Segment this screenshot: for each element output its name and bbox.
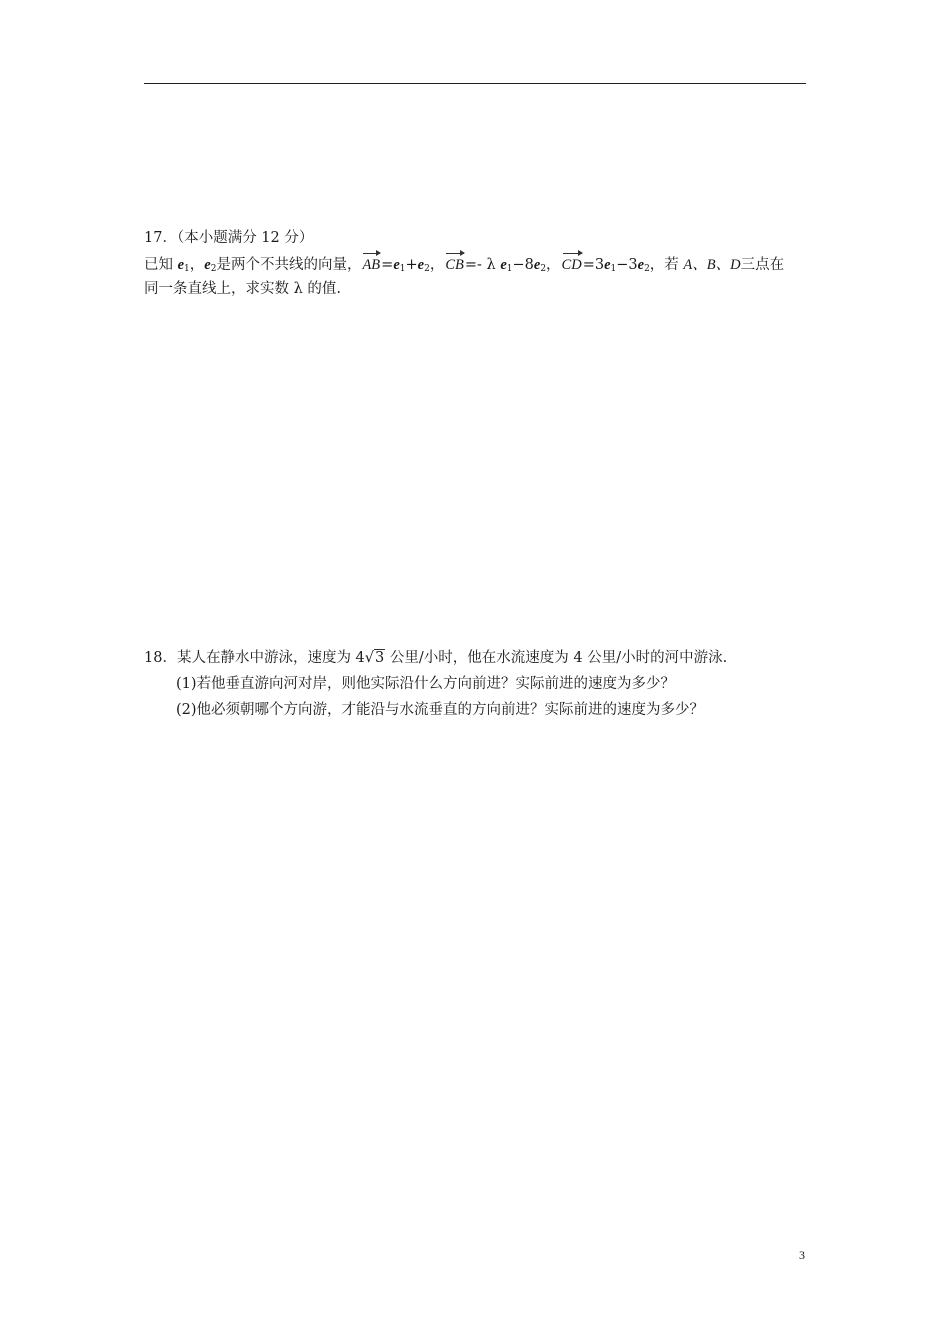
e-symbol: e (500, 257, 507, 273)
e-symbol: e (393, 257, 400, 273)
separator: ， (429, 257, 445, 273)
q18-text: 18．某人在静水中游泳，速度为 4 (144, 650, 365, 666)
separator: ， (189, 257, 205, 273)
e-symbol: e (533, 257, 541, 273)
subscript: 1 (399, 264, 406, 274)
q18-line-1 (144, 648, 727, 668)
minus-8: −8 (512, 257, 534, 273)
q17-text: ，若 (649, 257, 684, 273)
e-symbol: e (637, 257, 645, 273)
q17-line-2: 同一条直线上，求实数 λ 的值. (144, 281, 342, 297)
q17-line-1 (144, 251, 784, 279)
subscript: 2 (540, 264, 547, 274)
q18-text: 公里/小时，他在水流速度为 4 公里/小时的河中游泳. (385, 650, 728, 666)
equals-lambda: =- λ (464, 257, 501, 273)
subscript: 2 (210, 264, 217, 274)
equals: = (381, 257, 394, 273)
points-abd: A、B、D (683, 257, 741, 273)
vector-ab: AB (362, 251, 380, 275)
e-symbol: e (604, 257, 611, 273)
e-symbol: e (417, 257, 425, 273)
q17-header: 17．（本小题满分 12 分） (144, 230, 314, 246)
subscript: 1 (610, 264, 617, 274)
subscript: 2 (644, 264, 650, 274)
q17-text: 已知 (144, 257, 178, 273)
q17-text: 是两个不共线的向量， (216, 257, 362, 273)
subscript: 1 (184, 264, 190, 274)
q18-part-1: (1)若他垂直游向河对岸，则他实际沿什么方向前进？实际前进的速度为多少？ (176, 676, 676, 692)
sqrt-symbol: √ (364, 650, 375, 666)
e-symbol: e (204, 257, 211, 273)
sqrt-expression (365, 648, 385, 668)
header-rule (144, 83, 806, 84)
sqrt-radicand: 3 (375, 650, 385, 666)
plus: + (405, 257, 418, 273)
q18-part-2: (2)他必须朝哪个方向游，才能沿与水流垂直的方向前进？实际前进的速度为多少？ (176, 702, 705, 718)
vector-cb: CB (445, 251, 464, 275)
page-number: 3 (799, 1248, 805, 1262)
separator: ， (546, 257, 561, 273)
equals-3: =3 (582, 257, 605, 273)
vector-cd: CD (562, 251, 582, 275)
e-symbol: e (177, 257, 185, 273)
minus-3: −3 (616, 257, 638, 273)
q17-text: 三点在 (740, 257, 785, 273)
subscript: 1 (506, 264, 513, 274)
subscript: 2 (424, 264, 430, 274)
